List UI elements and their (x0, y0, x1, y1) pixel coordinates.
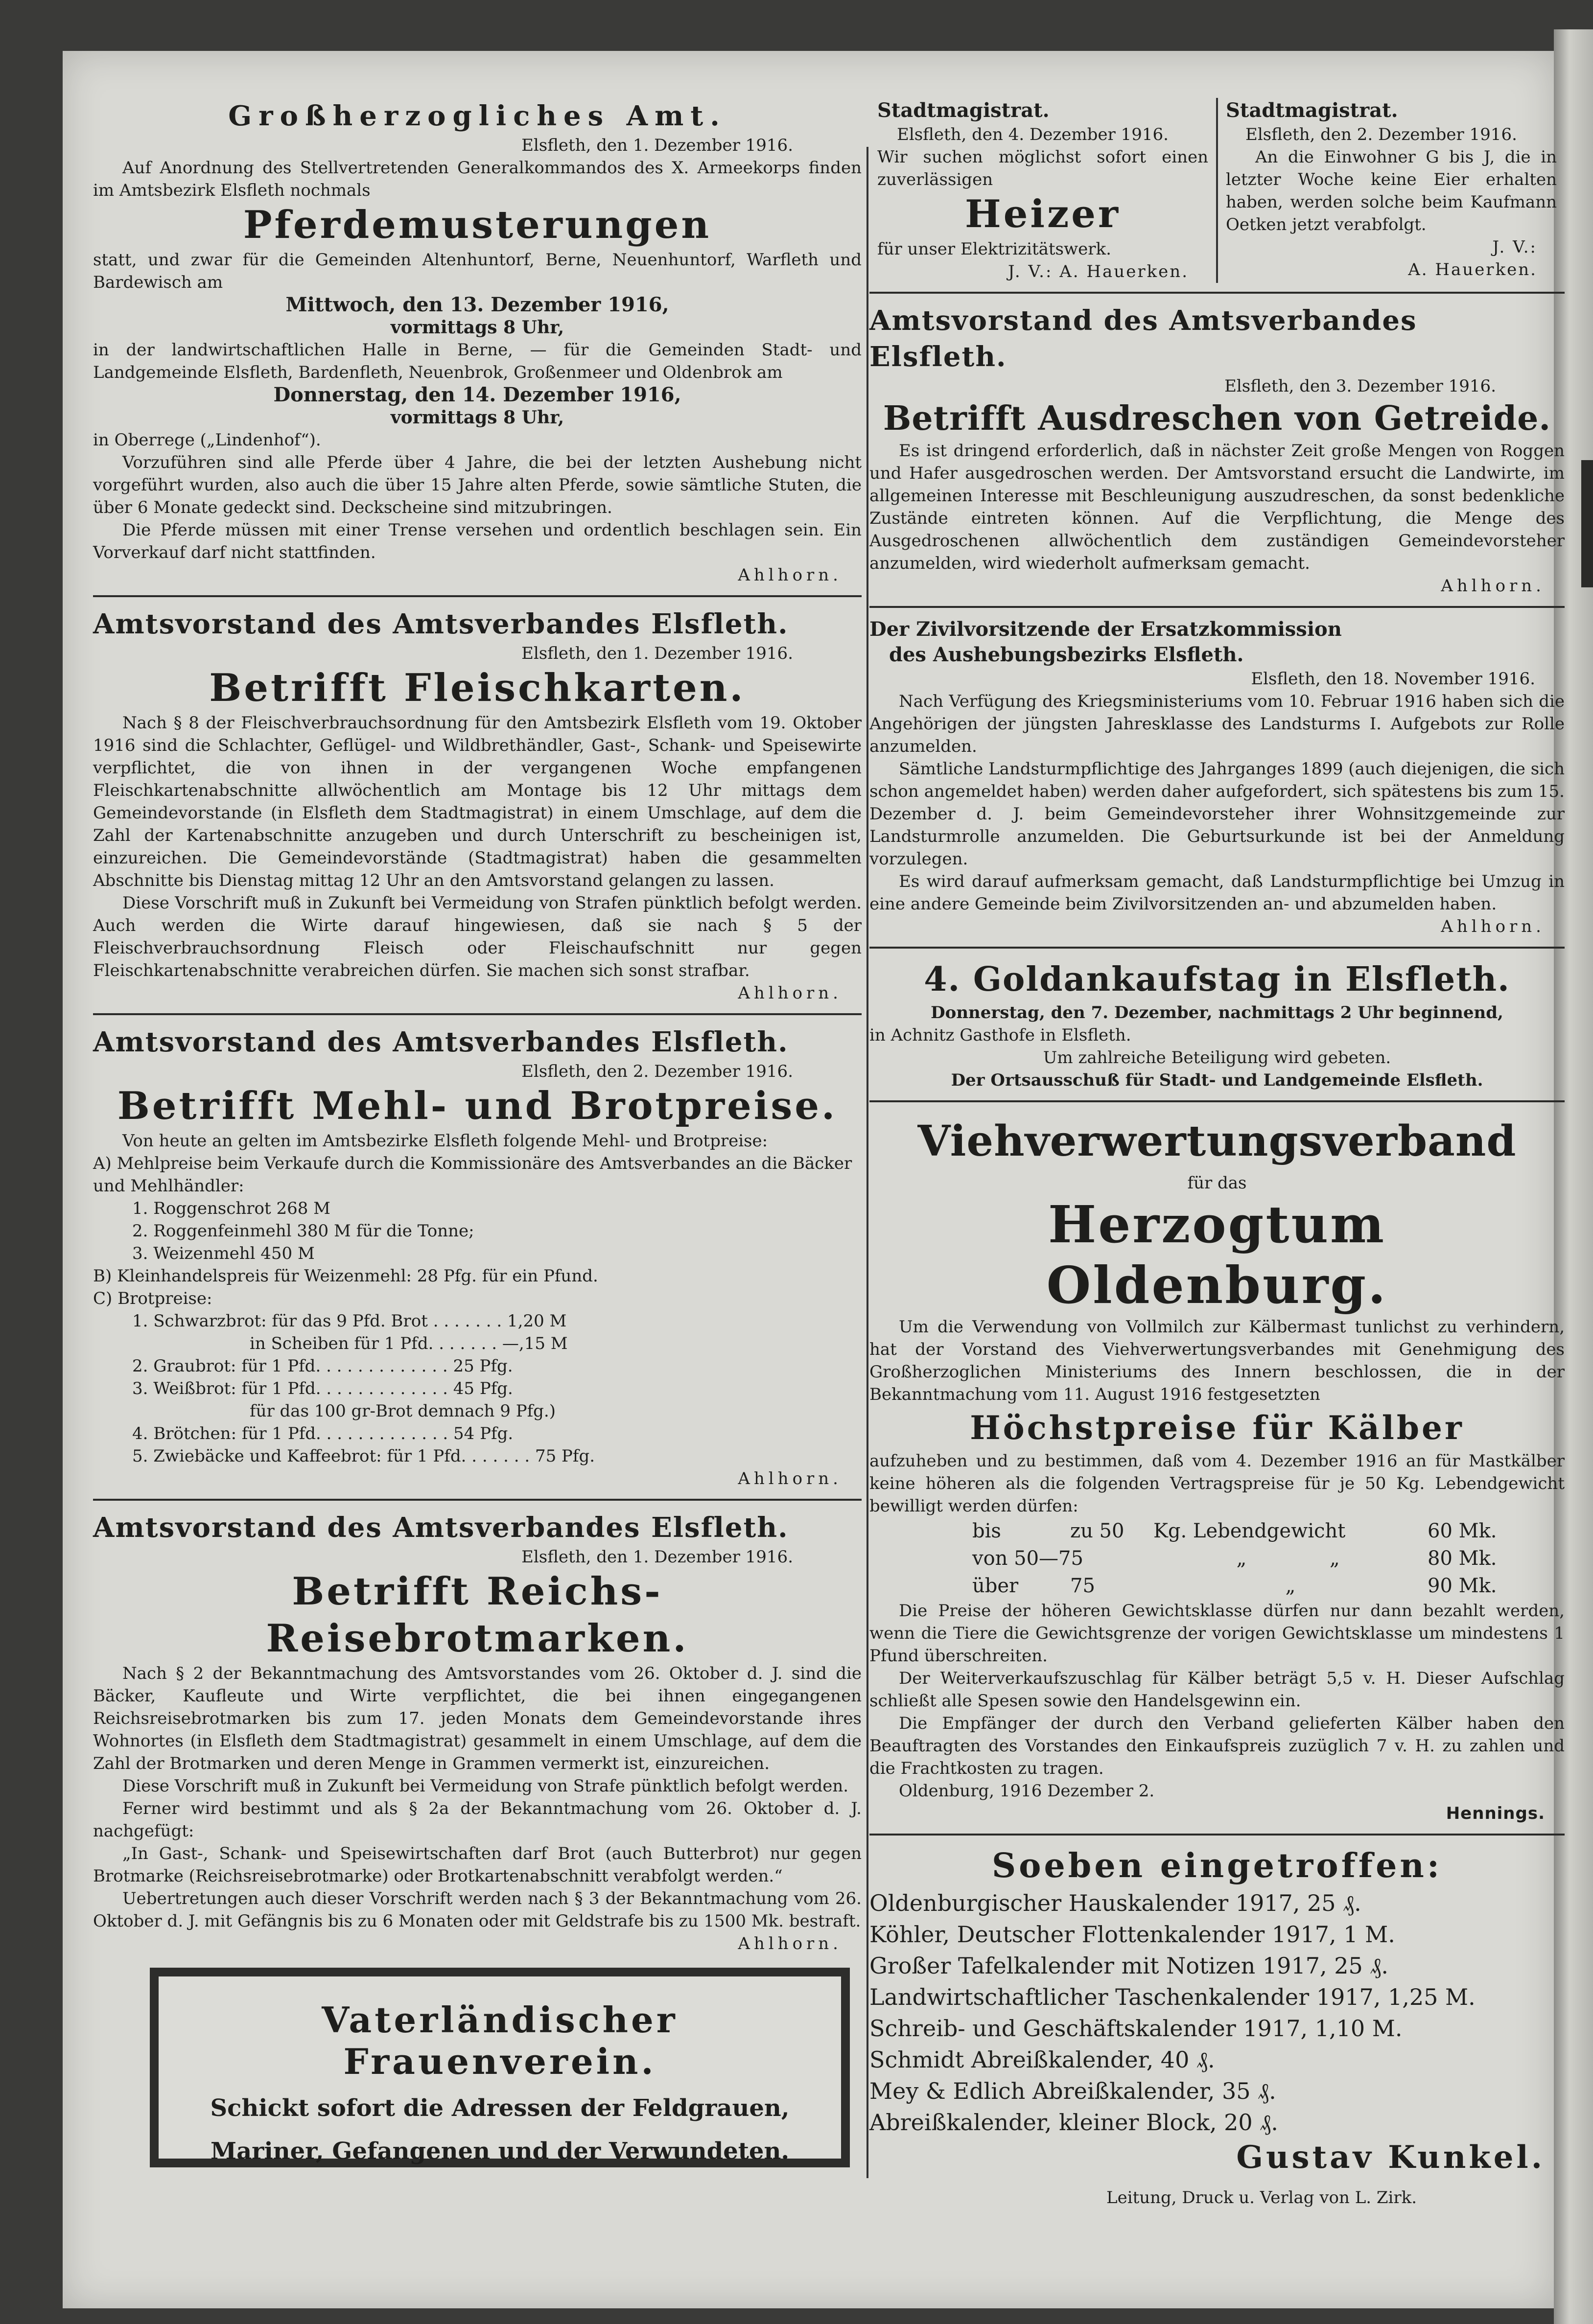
price-row (869, 1545, 1565, 1572)
notice-heizer (869, 98, 1216, 283)
notice-date: Elsfleth, den 1. Dezember 1916. (521, 1547, 793, 1567)
notice-text: Um die Verwendung von Vollmilch zur Kälbermast tunlichst zu verhindern, hat der Vorstand des Viehverwertungsverbandes mit Genehmigung des Großherzoglichen Ministeriums des Innern beschlossen, die in der Bekanntmachung vom 11. August 1916 festgesetzten (869, 1317, 1565, 1404)
notice-title: Amtsvorstand des Amtsverbandes Elsfleth. (93, 1511, 789, 1544)
ad-item: Großer Tafelkalender mit Notizen 1917, 25 ₰. (869, 1952, 1388, 1979)
price-item: in Scheiben für 1 Pfd. . . . . . . —,15 M (250, 1334, 568, 1353)
notice-title: Herzogtum Oldenburg. (1046, 1194, 1388, 1315)
notice-text: An die Einwohner G bis J, die in letzter Woche keine Eier erhalten haben, werden solche beim Kaufmann Oetken jetzt verabfolgt. (1226, 147, 1557, 234)
notice-title: Stadtmagistrat. (877, 99, 1050, 122)
notice-pferdemusterungen (93, 98, 862, 586)
notice-signature: Ahlhorn. (738, 1934, 842, 1953)
notice-text: Die Preise der höheren Gewichtsklasse dürfen nur dann bezahlt werden, wenn die Tiere die Gewichtsgrenze der vorigen Gewichtsklasse um mindestens 1 Pfund überschreiten. (869, 1601, 1565, 1666)
price-item: 2. Roggenfeinmehl 380 M für die Tonne; (132, 1221, 474, 1241)
notice-signature: Ahlhorn. (738, 565, 842, 585)
price-cell: „ (1330, 1547, 1340, 1570)
notice-text: Es wird darauf aufmerksam gemacht, daß Landsturmpflichtige bei Umzug in eine andere Gemeinde beim Zivilvorsitzenden an- und abzumelden haben. (869, 872, 1565, 914)
price-item: B) Kleinhandelspreis für Weizenmehl: 28 Pfg. für ein Pfund. (93, 1266, 598, 1286)
ad-item: Landwirtschaftlicher Taschenkalender 1917, 1,25 M. (869, 1984, 1476, 2010)
notice-signature: Ahlhorn. (1441, 917, 1545, 936)
price-cell: 60 Mk. (1428, 1520, 1497, 1542)
notice-text: Der Weiterverkaufszuschlag für Kälber beträgt 5,5 v. H. Dieser Aufschlag schließt alle Spesen sowie den Handelsgewinn ein. (869, 1669, 1565, 1711)
box-line: Schickt sofort die Adressen der Feldgrauen, (210, 2094, 790, 2122)
notice-mehl-brotpreise (93, 1024, 862, 1490)
section-rule (869, 292, 1565, 294)
notice-title: Amtsvorstand des Amtsverbandes Elsfleth. (93, 1026, 789, 1058)
price-row (869, 1572, 1565, 1600)
notice-text: Es ist dringend erforderlich, daß in nächster Zeit große Mengen von Roggen und Hafer ausgedroschen werden. Der Amtsvorstand ersucht die Landwirte, im allgemeinen Interesse mit Beschleunigung auszudreschen, da sonst bedenkliche Zustände eintreten können. Auf die Verpflichtung, die Menge des Ausgedroschenen allwöchentlich dem zuständigen Gemeindevorsteher anzumelden, wird wiederholt aufmerksam gemacht. (869, 441, 1565, 573)
price-cell: über (972, 1575, 1019, 1597)
price-item: 5. Zwiebäcke und Kaffeebrot: für 1 Pfd. . . . . . . 75 Pfg. (132, 1446, 595, 1466)
notice-date: Elsfleth, den 3. Dezember 1916. (1224, 376, 1496, 396)
notice-date: Elsfleth, den 1. Dezember 1916. (521, 644, 793, 663)
notice-when: vormittags 8 Uhr, (390, 407, 564, 428)
notice-text: für unser Elektrizitätswerk. (877, 239, 1111, 259)
notice-fleischkarten (93, 606, 862, 1004)
notice-text: Sämtliche Landsturmpflichtige des Jahrganges 1899 (auch diejenigen, die sich schon angemeldet haben) werden daher aufgefordert, sich spätestens bis zum 15. Dezember d. J. beim Gemeindevorsteher ihrer Wohnsitzgemeinde zur Landsturmrolle anzumelden. Die Geburtsurkunde ist bei der Anmeldung vorzulegen. (869, 759, 1565, 869)
price-cell: „ (1285, 1575, 1296, 1597)
section-rule (93, 1499, 862, 1501)
notice-text: für das (1187, 1173, 1247, 1193)
notice-date: Elsfleth, den 18. November 1916. (1251, 669, 1535, 689)
notice-text: Um zahlreiche Beteiligung wird gebeten. (1043, 1048, 1391, 1068)
imprint: Leitung, Druck u. Verlag von L. Zirk. (1106, 2188, 1417, 2208)
notice-text: statt, und zwar für die Gemeinden Altenhuntorf, Berne, Neuenhuntorf, Warfleth und Bardewisch am (93, 250, 862, 292)
notice-when: Mittwoch, den 13. Dezember 1916, (285, 293, 669, 316)
price-cell: 80 Mk. (1428, 1547, 1497, 1570)
notice-text: Nach § 8 der Fleischverbrauchsordnung für den Amtsbezirk Elsfleth vom 19. Oktober 1916 sind die Schlachter, Geflügel- und Wildbrethändler, Gast-, Schank- und Speisewirte verpflichtet, die von ihnen in der vergangenen Woche empfangenen Fleischkartenabschnitte allwöchentlich am Montage bis 12 Uhr mittags dem Gemeindevorstande (in Elsfleth dem Stadtmagistrat) in einem Umschlage, auf dem die Zahl der Kartenabschnitte anzugeben und durch Unterschrift zu bescheinigen ist, einzureichen. Die Gemeindevorstände (Stadtmagistrat) haben die gesammelten Abschnitte bis Dienstag mittag 12 Uhr an den Amtsvorstand gelangen zu lassen. (93, 713, 862, 890)
notice-title: des Aushebungsbezirks Elsfleth. (889, 643, 1244, 666)
frauenverein-box (150, 1968, 850, 2167)
section-rule (869, 1834, 1565, 1836)
notice-headline: Betrifft Ausdreschen von Getreide. (883, 399, 1551, 438)
notice-date: Oldenburg, 1916 Dezember 2. (899, 1781, 1155, 1801)
ad-item: Schreib- und Geschäftskalender 1917, 1,10 M. (869, 2015, 1403, 2042)
notice-signature: Ahlhorn. (1441, 576, 1545, 596)
notice-text: Auf Anordnung des Stellvertretenden Generalkommandos des X. Armeekorps finden im Amtsbezirk Elsfleth nochmals (93, 158, 862, 200)
notice-title: Amtsvorstand des Amtsverbandes Elsfleth. (93, 608, 789, 640)
notice-date: Elsfleth, den 1. Dezember 1916. (521, 136, 793, 155)
ad-signature: Gustav Kunkel. (1236, 2139, 1545, 2176)
ad-title: Soeben eingetroffen: (992, 1846, 1442, 1885)
spine-mark (1581, 509, 1593, 587)
notice-getreide (869, 302, 1565, 597)
notice-signature: Ahlhorn. (738, 983, 842, 1003)
ad-item: Oldenburgischer Hauskalender 1917, 25 ₰. (869, 1890, 1361, 1916)
price-item: 1. Schwarzbrot: für das 9 Pfd. Brot . . . . . . . 1,20 M (132, 1311, 567, 1331)
notice-title: Viehverwertungsverband (917, 1116, 1517, 1166)
ad-kalender (869, 1844, 1565, 2177)
notice-text: Die Empfänger der durch den Verband gelieferten Kälber haben den Beauftragten des Vorstandes den Einkaufspreis zuzüglich 7 v. H. zu zahlen und die Frachtkosten zu tragen. (869, 1714, 1565, 1778)
price-cell: Kg. Lebendgewicht (1153, 1520, 1346, 1542)
notice-text: Donnerstag, den 7. Dezember, nachmittags 2 Uhr beginnend, (931, 1003, 1503, 1023)
notice-landsturm (869, 617, 1565, 938)
notice-headline: Pferdemusterungen (243, 203, 712, 247)
notice-text: in der landwirtschaftlichen Halle in Berne, — für die Gemeinden Stadt- und Landgemeinde Elsfleth, Bardenfleth, Neuenbrok, Großenmeer und Oldenbrok am (93, 340, 862, 382)
notice-text: in Achnitz Gasthofe in Elsfleth. (869, 1025, 1131, 1045)
price-cell: bis (972, 1520, 1001, 1542)
notice-text: Die Pferde müssen mit einer Trense versehen und ordentlich beschlagen sein. Ein Vorverkauf darf nicht stattfinden. (93, 520, 862, 562)
notice-text: Nach § 2 der Bekanntmachung des Amtsvorstandes vom 26. Oktober d. J. sind die Bäcker, Kaufleute und Wirte verpflichtet, die bei ihnen eingegangenen Reichsreisebrotmarken bis zum 17. jeden Monats dem Gemeindevorstande ihres Wohnortes (in Elsfleth dem Stadtmagistrat) gesammelt in einem Umschlage, auf dem die Zahl der Brotmarken und deren Menge in Grammen vermerkt ist, einzureichen. (93, 1664, 862, 1773)
notice-text: „In Gast-, Schank- und Speisewirtschaften darf Brot (auch Butterbrot) nur gegen Brotmarke (Reichsreisebrotmarke) oder Brotkartenabschnitt verabfolgt werden.“ (93, 1844, 862, 1886)
notice-date: Elsfleth, den 2. Dezember 1916. (1245, 125, 1517, 144)
notice-when: vormittags 8 Uhr, (390, 317, 564, 338)
section-rule (869, 1100, 1565, 1102)
price-item: 2. Graubrot: für 1 Pfd. . . . . . . . . . . . . 25 Pfg. (132, 1356, 513, 1376)
column-divider (867, 147, 868, 2178)
section-rule (93, 595, 862, 597)
price-cell: zu 50 (1070, 1520, 1124, 1542)
notice-date: Elsfleth, den 4. Dezember 1916. (897, 125, 1169, 144)
notice-text: Diese Vorschrift muß in Zukunft bei Vermeidung von Strafe pünktlich befolgt werden. (122, 1776, 849, 1796)
notice-text: Ferner wird bestimmt und als § 2a der Bekanntmachung vom 26. Oktober d. J. nachgefügt: (93, 1799, 862, 1841)
notice-headline: Betrifft Mehl- und Brotpreise. (117, 1084, 838, 1128)
notice-signature: J. V.: (1492, 237, 1537, 257)
notice-goldankauf (869, 957, 1565, 1092)
box-title: Vaterländischer Frauenverein. (322, 1999, 678, 2082)
section-rule (93, 1013, 862, 1015)
price-cell: von 50—75 (972, 1547, 1083, 1570)
notice-eier (1216, 98, 1565, 283)
notice-signature: J. V.: A. Hauerken. (1007, 262, 1189, 281)
section-rule (869, 606, 1565, 608)
notice-text: Uebertretungen auch dieser Vorschrift werden nach § 3 der Bekanntmachung vom 26. Oktober d. J. mit Gefängnis bis zu 6 Monaten oder mit Geldstrafe bis zu 1500 Mk. bestraft. (93, 1889, 862, 1931)
price-item: 4. Brötchen: für 1 Pfd. . . . . . . . . . . . . 54 Pfg. (132, 1424, 514, 1443)
notice-headline: Heizer (965, 192, 1121, 236)
notice-headline: Höchstpreise für Kälber (970, 1409, 1464, 1447)
notice-title: Großherzogliches Amt. (228, 100, 726, 132)
ad-item: Köhler, Deutscher Flottenkalender 1917, 1 M. (869, 1921, 1395, 1948)
price-cell: „ (1236, 1547, 1247, 1570)
notice-text: Der Ortsausschuß für Stadt- und Landgemeinde Elsfleth. (951, 1070, 1483, 1090)
notice-headline: Betrifft Fleischkarten. (209, 666, 746, 710)
ad-item: Mey & Edlich Abreißkalender, 35 ₰. (869, 2078, 1276, 2104)
notice-text: in Oberrege („Lindenhof“). (93, 430, 321, 450)
price-item: 3. Weizenmehl 450 M (132, 1244, 315, 1263)
price-item: C) Brotpreise: (93, 1289, 212, 1308)
left-column (93, 98, 862, 1955)
price-row (869, 1517, 1565, 1545)
notice-text: Diese Vorschrift muß in Zukunft bei Vermeidung von Strafen pünktlich befolgt werden. Auch werden die Wirte darauf hingewiesen, daß sie nach § 5 der Fleischverbrauchsordnung Fleisch oder Fleischaufschnitt nur gegen Fleischkartenabschnitte verabreichen dürfen. Sie machen sich sonst strafbar. (93, 893, 862, 980)
price-item: für das 100 gr-Brot demnach 9 Pfg.) (250, 1401, 556, 1421)
notice-title: Stadtmagistrat. (1226, 99, 1398, 122)
price-item: 3. Weißbrot: für 1 Pfd. . . . . . . . . . . . . 45 Pfg. (132, 1379, 513, 1398)
price-item: A) Mehlpreise beim Verkaufe durch die Kommissionäre des Amtsverbandes an die Bäcker und Mehlhändler: (93, 1154, 852, 1196)
right-column (869, 98, 1565, 2177)
notice-signature: A. Hauerken. (1408, 260, 1537, 279)
notice-text: Vorzuführen sind alle Pferde über 4 Jahre, die bei der letzten Aushebung nicht vorgeführt wurden, also auch die über 15 Jahre alten Pferde, sowie sämtliche Stuten, die über 6 Monate gedeckt sind. Deckscheine sind mitzubringen. (93, 453, 862, 517)
notice-title: Amtsvorstand des Amtsverbandes Elsfleth. (869, 304, 1417, 373)
notice-signature: Hennings. (1446, 1804, 1545, 1823)
notice-text: Wir suchen möglichst sofort einen zuverlässigen (877, 147, 1208, 189)
notice-text: Von heute an gelten im Amtsbezirke Elsfleth folgende Mehl- und Brotpreise: (122, 1131, 768, 1151)
box-line: Mariner, Gefangenen und der Verwundeten. (210, 2138, 790, 2165)
notice-headline: 4. Goldankaufstag in Elsfleth. (924, 960, 1510, 999)
notice-date: Elsfleth, den 2. Dezember 1916. (521, 1062, 793, 1081)
price-item: 1. Roggenschrot 268 M (132, 1199, 330, 1218)
notice-headline: Betrifft Reichs-Reisebrotmarken. (266, 1569, 689, 1661)
ad-item: Schmidt Abreißkalender, 40 ₰. (869, 2046, 1215, 2073)
stadtmagistrat-pair (869, 98, 1565, 283)
notice-reisebrotmarken (93, 1510, 862, 1955)
price-cell: 90 Mk. (1428, 1575, 1497, 1597)
price-cell: 75 (1070, 1575, 1095, 1597)
notice-signature: Ahlhorn. (738, 1469, 842, 1488)
notice-text: Nach Verfügung des Kriegsministeriums vom 10. Februar 1916 haben sich die Angehörigen der jüngsten Jahresklasse des Landsturms I. Aufgebots zur Rolle anzumelden. (869, 692, 1565, 756)
ad-item: Abreißkalender, kleiner Block, 20 ₰. (869, 2109, 1278, 2136)
notice-text: aufzuheben und zu bestimmen, daß vom 4. Dezember 1916 an für Mastkälber keine höheren als die folgenden Vertragspreise für je 50 Kg. Lebendgewicht bewilligt werden dürfen: (869, 1451, 1565, 1516)
notice-viehverwertung (869, 1111, 1565, 1825)
section-rule (869, 947, 1565, 949)
notice-when: Donnerstag, den 14. Dezember 1916, (273, 383, 681, 406)
notice-title: Der Zivilvorsitzende der Ersatzkommission (869, 618, 1342, 641)
